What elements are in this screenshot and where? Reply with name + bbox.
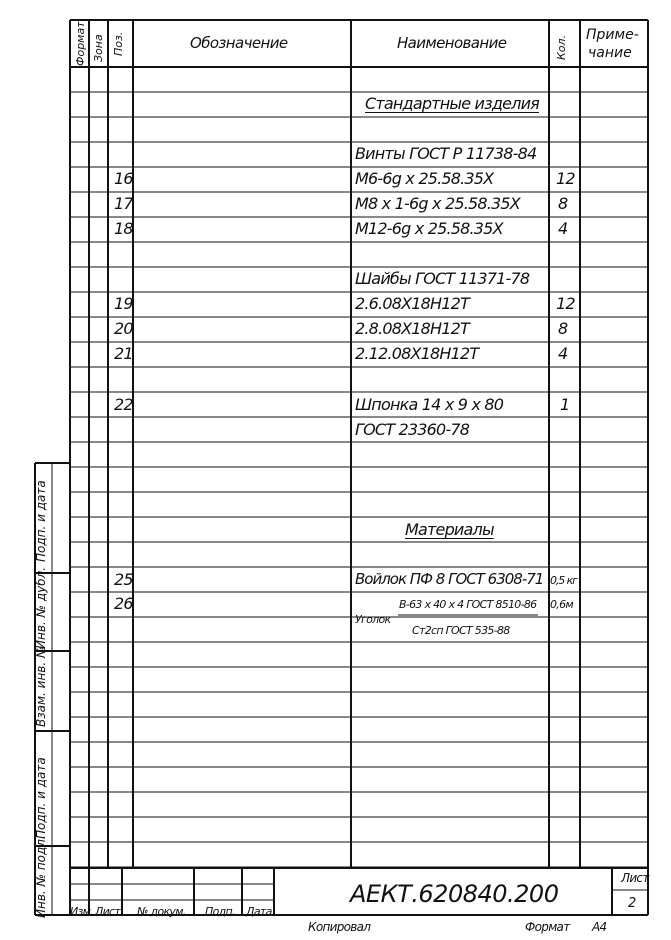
footer-format-label: Формат [525, 920, 570, 934]
section-materials: Материалы [405, 520, 494, 539]
pos-26: 26 [114, 594, 133, 613]
col-change: Изм. [70, 905, 94, 918]
side-replace-inv: Взам. инв. № [34, 645, 48, 727]
side-sign-date-2: Подп. и дата [34, 757, 48, 839]
header-note-line2: чание [588, 45, 632, 61]
pos-17: 17 [114, 194, 133, 213]
pos-25: 25 [114, 570, 133, 589]
pos-22: 22 [114, 395, 133, 414]
pos-18: 18 [114, 219, 133, 238]
washers-title: Шайбы ГОСТ 11371-78 [355, 269, 530, 288]
name-26-numerator: В-63 х 40 х 4 ГОСТ 8510-86 [399, 598, 537, 611]
name-20: 2.8.08Х18Н12Т [355, 319, 469, 338]
pos-21: 21 [114, 344, 133, 363]
name-22: Шпонка 14 х 9 х 80 [355, 395, 504, 414]
name-19: 2.6.08Х18Н12Т [355, 294, 469, 313]
header-note-line1: Приме- [586, 27, 639, 43]
side-inv-orig: Инв. № подл. [34, 835, 48, 918]
qty-16: 12 [556, 169, 575, 188]
sheet-label: Лист [621, 871, 649, 885]
qty-21: 4 [558, 344, 568, 363]
footer-format-value: А4 [592, 920, 607, 934]
sheet-number: 2 [628, 896, 637, 911]
pos-19: 19 [114, 294, 133, 313]
doc-code: АЕКТ.620840.200 [350, 880, 559, 908]
header-name: Наименование [397, 34, 507, 52]
section-standard-items: Стандартные изделия [365, 94, 539, 113]
side-sign-date-1: Подп. и дата [34, 480, 48, 562]
name-22-standard: ГОСТ 23360-78 [355, 420, 470, 439]
qty-18: 4 [558, 219, 568, 238]
pos-20: 20 [114, 319, 133, 338]
name-17: М8 х 1-6g х 25.58.35Х [355, 194, 520, 213]
side-inv-dupl: Инв. № дубл. [34, 566, 48, 649]
col-date: Дата [246, 905, 272, 918]
header-designation: Обозначение [190, 34, 288, 52]
header-pos: Поз. [112, 31, 125, 56]
col-sheet: Лист [95, 905, 121, 918]
qty-19: 12 [556, 294, 575, 313]
header-zone: Зона [92, 34, 105, 62]
name-26-prefix: Уголок [355, 613, 391, 626]
qty-25: 0,5 кг [550, 574, 577, 587]
name-16: М6-6g х 25.58.35Х [355, 169, 494, 188]
col-sign: Подп. [205, 905, 235, 918]
name-26-denominator: Ст2сп ГОСТ 535-88 [412, 624, 510, 637]
name-21: 2.12.08Х18Н12Т [355, 344, 479, 363]
qty-20: 8 [558, 319, 568, 338]
footer-copied: Копировал [308, 920, 371, 934]
header-qty: Кол. [555, 34, 568, 60]
name-18: М12-6g х 25.58.35Х [355, 219, 503, 238]
qty-17: 8 [558, 194, 568, 213]
pos-16: 16 [114, 169, 133, 188]
screws-title: Винты ГОСТ Р 11738-84 [355, 144, 537, 163]
col-doc-no: № докум. [137, 905, 186, 918]
qty-22: 1 [560, 395, 570, 414]
name-25: Войлок ПФ 8 ГОСТ 6308-71 [355, 570, 544, 588]
header-format: Формат [74, 21, 87, 66]
qty-26: 0,6м [550, 598, 573, 611]
